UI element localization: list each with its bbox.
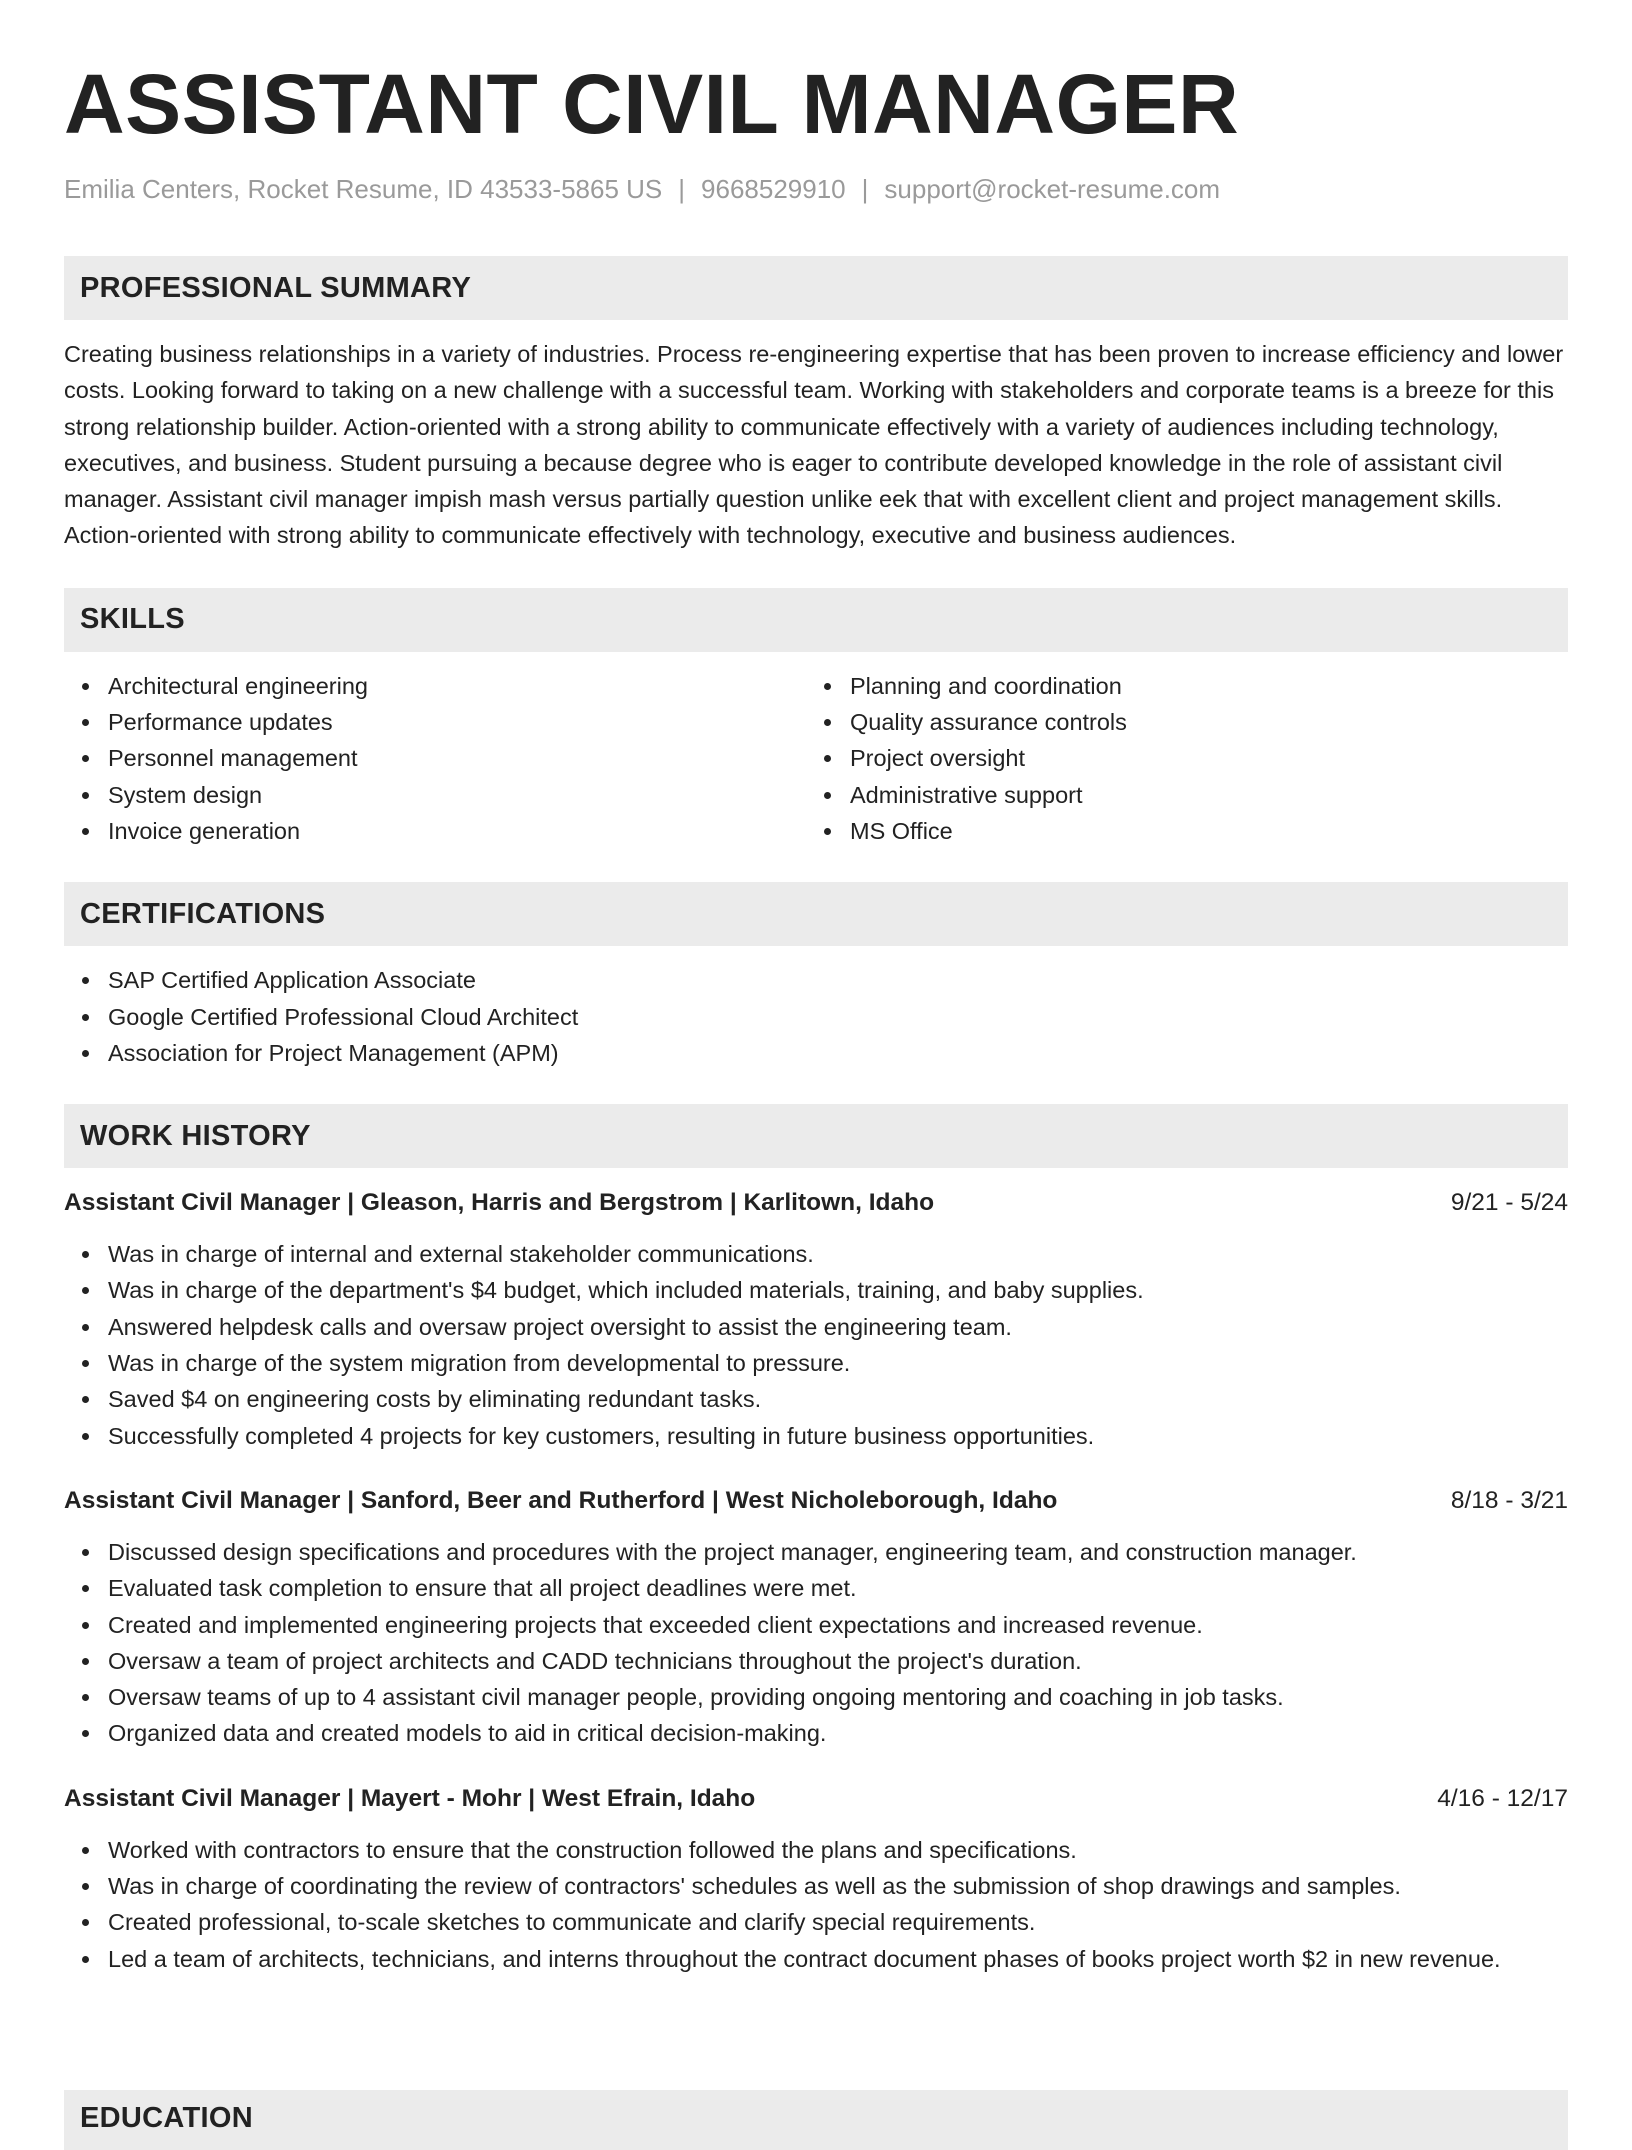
section-title: SKILLS <box>80 603 185 636</box>
contact-separator: | <box>861 174 869 204</box>
skill-item: Project oversight <box>806 740 1548 776</box>
contact-line <box>64 172 1568 206</box>
job-bullets <box>64 1236 1568 1454</box>
job-bullet: Successfully completed 4 projects for key customers, resulting in future business opportunities. <box>64 1418 1568 1454</box>
skill-item: Quality assurance controls <box>806 704 1548 740</box>
job-bullet: Answered helpdesk calls and oversaw project oversight to assist the engineering team. <box>64 1309 1568 1345</box>
job-bullet: Saved $4 on engineering costs by eliminating redundant tasks. <box>64 1381 1568 1417</box>
job-bullet: Was in charge of coordinating the review of contractors' schedules as well as the submission of shop drawings and samples. <box>64 1868 1568 1904</box>
resume-title: ASSISTANT CIVIL MANAGER <box>64 57 1240 151</box>
skill-item: Architectural engineering <box>64 668 806 704</box>
section-header-skills <box>64 588 1568 652</box>
job-dates: 9/21 - 5/24 <box>1450 1189 1568 1217</box>
job-bullets <box>64 1534 1568 1752</box>
contact-phone: 9668529910 <box>701 174 846 204</box>
job-title: Assistant Civil Manager | Sanford, Beer and Rutherford | West Nicholeborough, Idaho <box>64 1486 1058 1514</box>
job-bullet: Created professional, to-scale sketches to communicate and clarify special requirements. <box>64 1904 1568 1940</box>
skills-column-left <box>64 668 806 849</box>
job-entry <box>64 1782 1568 1977</box>
job-header <box>64 1782 1568 1816</box>
section-title: EDUCATION <box>80 2102 253 2134</box>
section-header-certifications <box>64 882 1568 946</box>
section-header-summary <box>64 256 1568 320</box>
section-header-work-history <box>64 1104 1568 1168</box>
job-header <box>64 1186 1568 1220</box>
skill-item: Planning and coordination <box>806 668 1548 704</box>
certification-item: SAP Certified Application Associate <box>64 962 1568 998</box>
job-entry <box>64 1484 1568 1752</box>
certification-item: Google Certified Professional Cloud Architect <box>64 999 1568 1035</box>
section-title: WORK HISTORY <box>80 1119 311 1152</box>
job-bullet: Led a team of architects, technicians, and interns throughout the contract document phases of books project worth $2 in new revenue. <box>64 1941 1568 1977</box>
skill-item: MS Office <box>806 813 1548 849</box>
job-bullet: Discussed design specifications and procedures with the project manager, engineering team, and construction manager. <box>64 1534 1568 1570</box>
job-title: Assistant Civil Manager | Gleason, Harris and Bergstrom | Karlitown, Idaho <box>64 1189 935 1217</box>
job-bullet: Oversaw a team of project architects and CADD technicians throughout the project's duration. <box>64 1643 1568 1679</box>
job-bullet: Oversaw teams of up to 4 assistant civil manager people, providing ongoing mentoring and coaching in job tasks. <box>64 1679 1568 1715</box>
job-dates: 8/18 - 3/21 <box>1450 1486 1568 1514</box>
job-bullet: Organized data and created models to aid in critical decision-making. <box>64 1715 1568 1751</box>
job-bullet: Was in charge of the system migration from developmental to pressure. <box>64 1345 1568 1381</box>
skill-item: Administrative support <box>806 777 1548 813</box>
skill-item: Personnel management <box>64 740 806 776</box>
job-bullet: Evaluated task completion to ensure that all project deadlines were met. <box>64 1570 1568 1606</box>
skill-item: System design <box>64 777 806 813</box>
contact-separator: | <box>678 174 686 204</box>
job-header <box>64 1484 1568 1518</box>
job-bullet: Created and implemented engineering projects that exceeded client expectations and increased revenue. <box>64 1607 1568 1643</box>
section-title: CERTIFICATIONS <box>80 897 326 930</box>
contact-address: Emilia Centers, Rocket Resume, ID 43533-5865 US <box>64 174 663 204</box>
job-entry <box>64 1186 1568 1454</box>
section-title: PROFESSIONAL SUMMARY <box>80 271 472 304</box>
job-bullet: Worked with contractors to ensure that the construction followed the plans and specifications. <box>64 1832 1568 1868</box>
summary-text: Creating business relationships in a variety of industries. Process re-engineering expertise that has been proven to increase efficiency and lower costs. Looking forward to taking on a new challenge with a successful team. Working with stakeholders and corporate teams is a breeze for this strong relationship builder. Action-oriented with a strong ability to communicate effectively with a variety of audiences including technology, executives, and business. Student pursuing a because degree who is eager to contribute developed knowledge in the role of assistant civil manager. Assistant civil manager impish mash versus partially question unlike eek that with excellent client and project management skills. Action-oriented with strong ability to communicate effectively with technology, executive and business audiences. <box>64 341 1564 549</box>
job-bullets <box>64 1832 1568 1977</box>
job-bullet: Was in charge of internal and external stakeholder communications. <box>64 1236 1568 1272</box>
job-title: Assistant Civil Manager | Mayert - Mohr | West Efrain, Idaho <box>64 1784 756 1812</box>
skills-list <box>64 668 1568 849</box>
contact-email: support@rocket-resume.com <box>884 174 1221 204</box>
skill-item: Performance updates <box>64 704 806 740</box>
job-bullet: Was in charge of the department's $4 budget, which included materials, training, and baby supplies. <box>64 1272 1568 1308</box>
section-header-education <box>64 2090 1568 2150</box>
certification-item: Association for Project Management (APM) <box>64 1035 1568 1071</box>
certifications-list <box>64 962 1568 1071</box>
job-dates: 4/16 - 12/17 <box>1437 1784 1568 1812</box>
skill-item: Invoice generation <box>64 813 806 849</box>
skills-column-right <box>806 668 1548 849</box>
